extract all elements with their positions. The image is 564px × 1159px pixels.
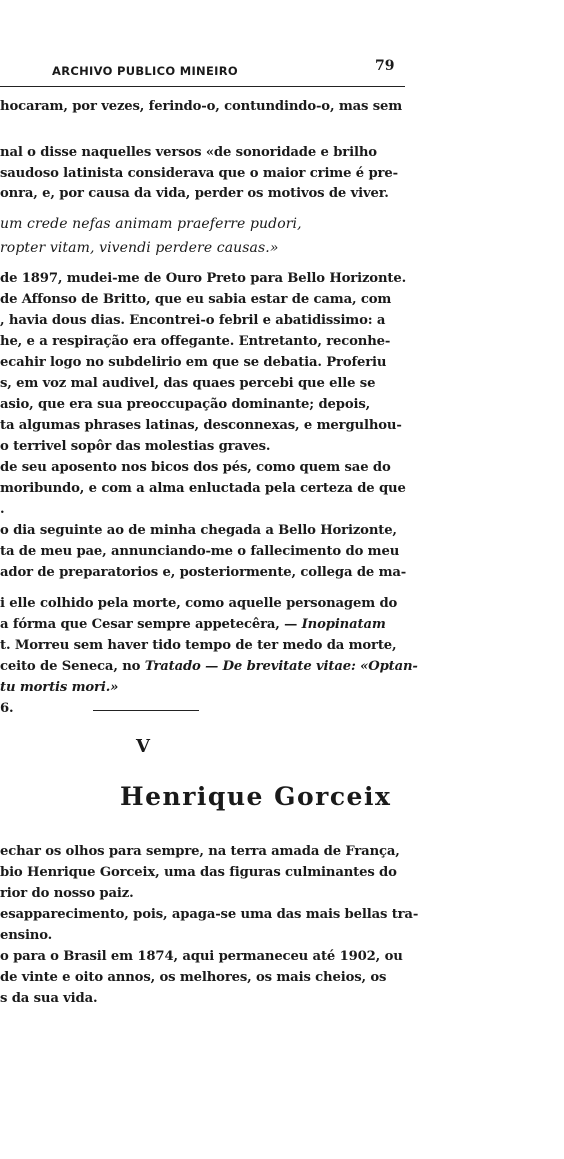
page-header [0,58,405,87]
text-line: de 1897, mudei-me de Ouro Preto para Bello Horizonte. [0,271,407,286]
text-line: de vinte e oito annos, os melhores, os mais cheios, os [0,970,387,985]
text-line [0,659,418,674]
running-head: ARCHIVO PUBLICO MINEIRO [52,64,238,78]
text-line: ta de meu pae, annunciando-me o fallecimento do meu [0,544,400,559]
verse-line: ropter vitam, vivendi perdere causas.» [0,240,279,256]
chapter-number: V [136,736,150,757]
text-line [0,617,386,632]
text-line: s da sua vida. [0,991,98,1006]
text-line: rior do nosso paiz. [0,886,134,901]
text-line: . [0,502,5,517]
text-line: esapparecimento, pois, apaga-se uma das mais bellas tra- [0,907,419,922]
text-line: o terrivel sopôr das molestias graves. [0,439,271,454]
text-line: asio, que era sua preoccupação dominante; depois, [0,397,371,412]
text-line: t. Morreu sem haver tido tempo de ter medo da morte, [0,638,397,653]
text-line: s, em voz mal audivel, das quaes percebi que elle se [0,376,376,391]
text-line: hocaram, por vezes, ferindo-o, contundindo-o, mas sem [0,99,403,114]
text-line: tu mortis mori.» [0,680,119,695]
page-number: 79 [375,58,395,74]
text-line: ador de preparatorios e, posteriormente, collega de ma- [0,565,407,580]
verse-line: um crede nefas animam praeferre pudori, [0,216,302,232]
text-segment: : «Optan- [350,659,418,674]
text-line: onra, e, por causa da vida, perder os motivos de viver. [0,186,389,201]
text-segment: a fórma que Cesar sempre appetecêra, — [0,617,302,632]
text-line: he, e a respiração era offegante. Entretanto, reconhe- [0,334,391,349]
text-line: nal o disse naquelles versos «de sonoridade e brilho [0,145,377,160]
treatise-title: Tratado — De brevitate vitae [144,659,351,674]
text-line: saudoso latinista considerava que o maior crime é pre- [0,166,398,181]
latin-phrase: Inopinatam [301,617,386,632]
text-line: , havia dous dias. Encontrei-o febril e abatidissimo: a [0,313,386,328]
text-line: moribundo, e com a alma enluctada pela certeza de que [0,481,406,496]
text-line: o dia seguinte ao de minha chegada a Bello Horizonte, [0,523,397,538]
chapter-title: Henrique Gorceix [120,782,392,811]
text-line: echar os olhos para sempre, na terra amada de França, [0,844,400,859]
text-line: bio Henrique Gorceix, uma das figuras culminantes do [0,865,397,880]
text-line: de Affonso de Britto, que eu sabia estar de cama, com [0,292,392,307]
text-line: 6. [0,701,14,716]
text-line: ecahir logo no subdelirio em que se debatia. Proferiu [0,355,387,370]
section-divider [93,710,199,711]
text-segment: ceito de Seneca, no [0,659,145,674]
text-line: i elle colhido pela morte, como aquelle personagem do [0,596,398,611]
text-line: ta algumas phrases latinas, desconnexas, e mergulhou- [0,418,402,433]
text-line: o para o Brasil em 1874, aqui permaneceu até 1902, ou [0,949,403,964]
text-line: ensino. [0,928,53,943]
text-line: de seu aposento nos bicos dos pés, como quem sae do [0,460,391,475]
